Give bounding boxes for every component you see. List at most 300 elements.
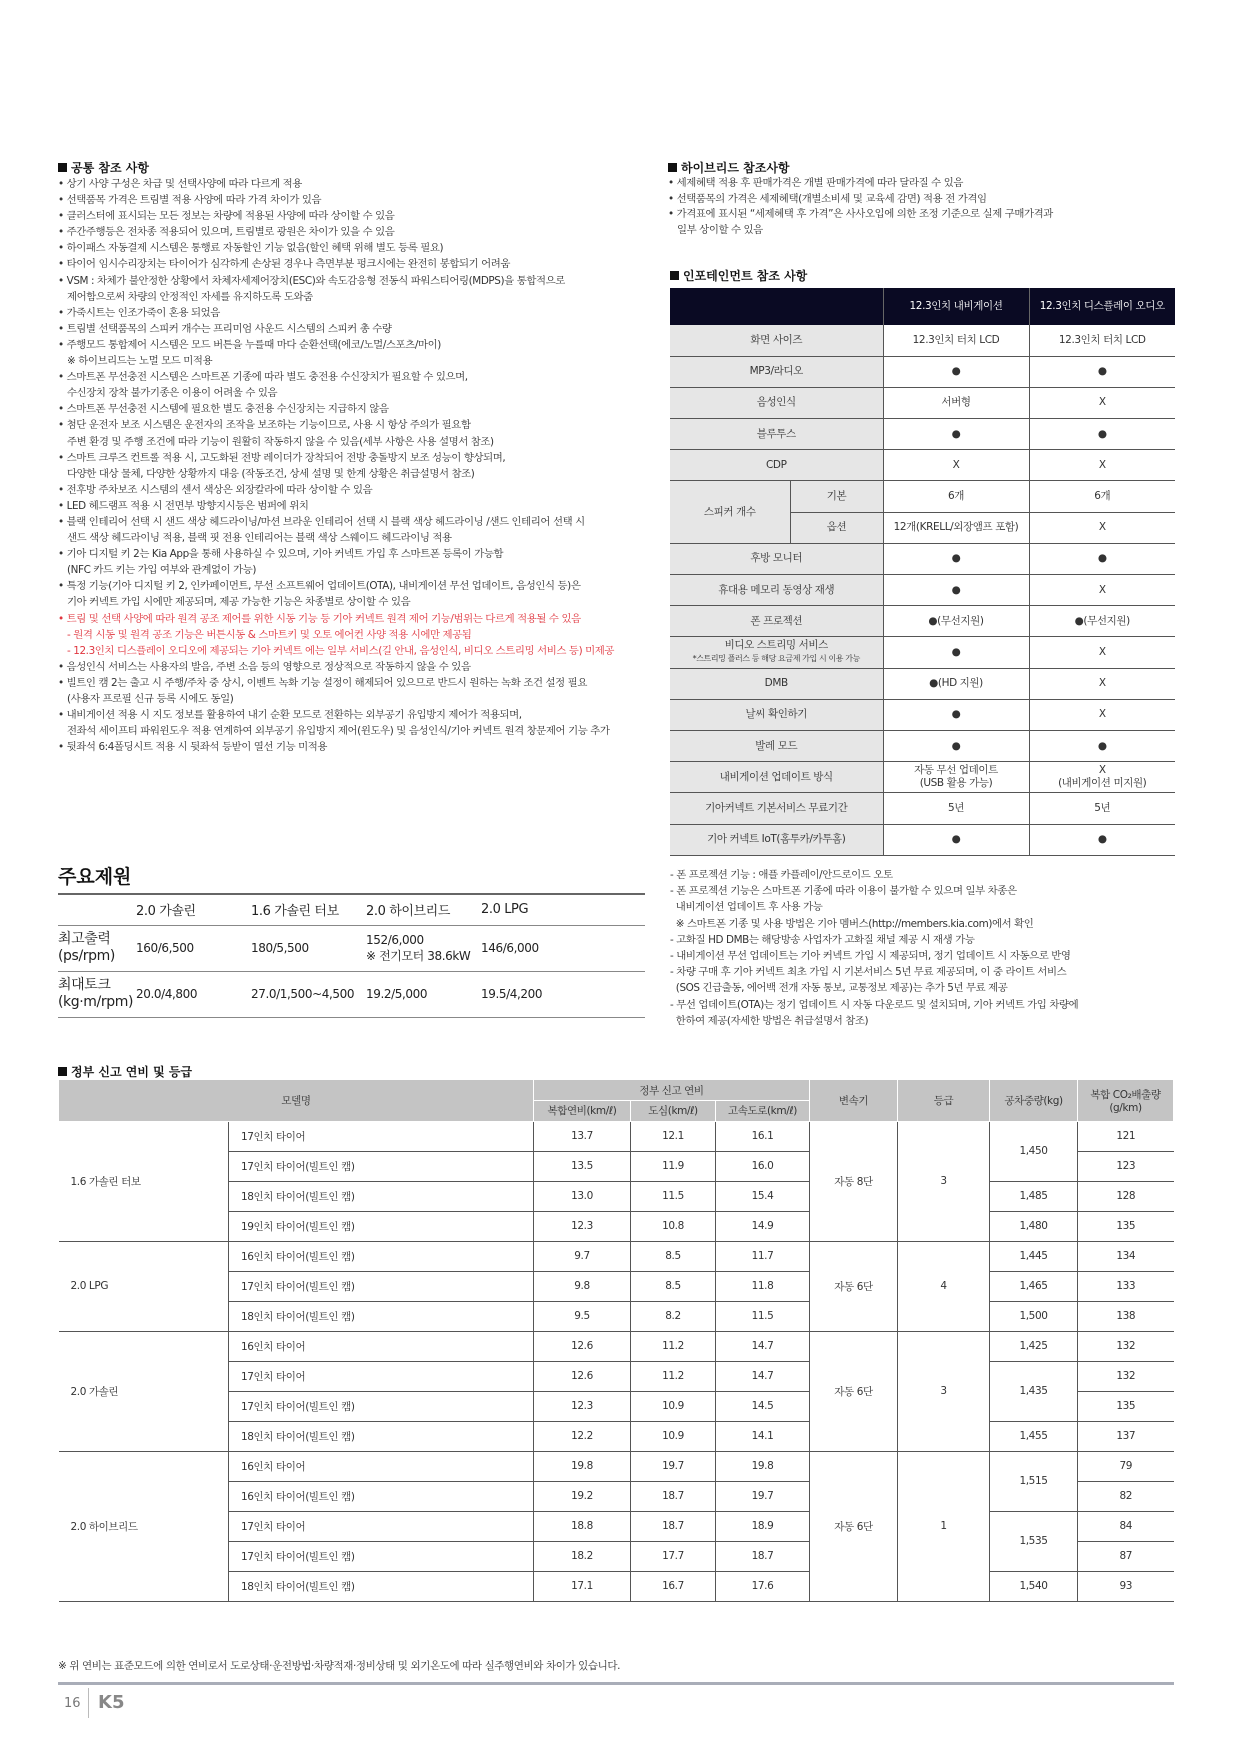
note-item — [58, 546, 614, 578]
note-line: 일부 상이할 수 있음 — [677, 223, 763, 236]
value-combined: 19.2 — [534, 1481, 631, 1511]
tire-option: 18인치 타이어(빌트인 캠) — [229, 1421, 534, 1451]
value-combined: 12.6 — [534, 1361, 631, 1391]
value-city: 10.8 — [631, 1211, 716, 1241]
value-grade: 3 — [898, 1331, 990, 1451]
value-combined: 13.0 — [534, 1181, 631, 1211]
cell-value: ●(무선지원) — [1029, 606, 1175, 637]
note-line: - 무선 업데이트(OTA)는 정기 업데이트 시 자동 다운로드 및 설치되며, 기아 커넥트 가입 차량에 — [670, 998, 1079, 1011]
row-label — [670, 668, 883, 699]
specs-table — [58, 893, 645, 1018]
cell-value: 19.2/5,000 — [366, 971, 481, 1017]
tire-option: 17인치 타이어 — [229, 1511, 534, 1541]
value-highway: 14.5 — [716, 1391, 810, 1421]
note-line: • 스마트폰 무선충전 시스템은 스마트폰 기종에 따라 별도 충전용 수신장치가 필요할 수 있으며, — [58, 371, 468, 384]
tire-option: 16인치 타이어(빌트인 캠) — [229, 1481, 534, 1511]
cell-value: ● — [883, 637, 1029, 668]
row-label-text: 후방 모니터 — [750, 552, 803, 565]
hybrid-notes-heading: 하이브리드 참조사항 — [668, 159, 790, 176]
cell-value: 12.3인치 터치 LCD — [883, 325, 1029, 356]
value-transmission: 자동 6단 — [810, 1331, 898, 1451]
value-highway: 18.7 — [716, 1541, 810, 1571]
value-co2: 135 — [1078, 1211, 1174, 1241]
note-line: • 트림별 선택품목의 스피커 개수는 프리미엄 사운드 시스템의 스피커 총 수량 — [58, 322, 392, 335]
note-item — [58, 417, 614, 449]
table-row — [59, 1121, 1174, 1151]
note-item — [58, 337, 614, 369]
value-combined: 19.8 — [534, 1451, 631, 1481]
row-label — [670, 793, 883, 824]
row-label-text: DMB — [764, 677, 788, 690]
model-group: 1.6 가솔린 터보 — [59, 1121, 229, 1241]
cell-value: 19.5/4,200 — [481, 971, 645, 1017]
note-line: • 상기 사양 구성은 차급 및 선택사양에 따라 다르게 적용 — [58, 178, 302, 190]
value-co2: 123 — [1078, 1151, 1174, 1181]
note-line: • 클러스터에 표시되는 모든 정보는 차량에 적용된 사양에 따라 상이할 수 있음 — [58, 210, 395, 223]
row-label — [670, 575, 883, 606]
tire-option: 17인치 타이어(빌트인 캠) — [229, 1541, 534, 1571]
tire-option: 19인치 타이어(빌트인 캠) — [229, 1211, 534, 1241]
note-line: • 하이패스 자동결제 시스템은 통행료 자동할인 기능 없음(할인 혜택 위해 별도 등록 필요) — [58, 242, 444, 255]
note-line: • 첨단 운전자 보조 시스템은 운전자의 조작을 보조하는 기능이므로, 사용 시 항상 주의가 필요함 — [58, 419, 471, 432]
cell-value: 6개 — [883, 481, 1029, 512]
table-row — [670, 606, 1175, 637]
table-row — [670, 419, 1175, 450]
table-row — [670, 699, 1175, 730]
header-empty — [58, 894, 136, 925]
note-line: ※ 스마트폰 기종 및 사용 방법은 기아 멤버스(http://members.kia.com)에서 확인 — [670, 917, 1034, 930]
note-item — [58, 482, 614, 498]
model-group: 2.0 LPG — [59, 1241, 229, 1331]
cell-value: ● — [883, 356, 1029, 387]
value-combined: 18.8 — [534, 1511, 631, 1541]
infotainment-heading: 인포테인먼트 참조 사항 — [670, 267, 807, 284]
cell-value: ● — [1029, 824, 1175, 855]
note-line: ※ 하이브리드는 노멀 모드 미적용 — [67, 355, 213, 368]
model-group: 2.0 가솔린 — [59, 1331, 229, 1451]
value-transmission: 자동 6단 — [810, 1241, 898, 1331]
value-city: 10.9 — [631, 1391, 716, 1421]
tire-option: 16인치 타이어 — [229, 1331, 534, 1361]
value-weight: 1,500 — [990, 1301, 1078, 1331]
note-item — [58, 659, 614, 675]
value-weight: 1,480 — [990, 1211, 1078, 1241]
square-bullet-icon — [58, 1067, 67, 1076]
value-city: 17.7 — [631, 1541, 716, 1571]
infotainment-notes — [670, 867, 1078, 1029]
cell-value: ● — [883, 419, 1029, 450]
note-item — [58, 176, 614, 192]
value-weight: 1,435 — [990, 1361, 1078, 1421]
row-label — [670, 824, 883, 855]
table-row — [59, 1241, 1174, 1271]
value-co2: 133 — [1078, 1271, 1174, 1301]
tire-option: 16인치 타이어 — [229, 1451, 534, 1481]
row-label-text: 음성인식 — [756, 396, 796, 409]
row-sublabel: 옵션 — [790, 512, 883, 543]
note-item — [58, 450, 614, 482]
column-header: 2.0 하이브리드 — [366, 894, 481, 925]
value-city: 18.7 — [631, 1481, 716, 1511]
value-highway: 19.8 — [716, 1451, 810, 1481]
value-weight: 1,425 — [990, 1331, 1078, 1361]
note-item — [58, 707, 614, 739]
table-row — [670, 762, 1175, 793]
value-highway: 14.7 — [716, 1331, 810, 1361]
value-city: 8.5 — [631, 1241, 716, 1271]
column-header: 1.6 가솔린 터보 — [251, 894, 366, 925]
cell-value: 6개 — [1029, 481, 1175, 512]
value-city: 11.5 — [631, 1181, 716, 1211]
table-row — [670, 575, 1175, 606]
fuel-footnote: ※ 위 연비는 표준모드에 의한 연비로서 도로상태·운전방법·차량적재·정비상태 및 외기온도에 따라 실주행연비와 차이가 있습니다. — [58, 1660, 621, 1672]
note-line: • 주간주행등은 전차종 적용되어 있으며, 트림별로 광원은 차이가 있을 수 있음 — [58, 226, 395, 239]
note-item — [58, 240, 614, 256]
note-item — [58, 675, 614, 707]
value-city: 8.5 — [631, 1271, 716, 1301]
table-row — [59, 1451, 1174, 1481]
value-co2: 79 — [1078, 1451, 1174, 1481]
note-item — [58, 321, 614, 337]
value-weight: 1,535 — [990, 1511, 1078, 1571]
row-sublabel: 기본 — [790, 481, 883, 512]
note-line: • 빌트인 캠 2는 출고 시 주행/주차 중 상시, 이벤트 녹화 기능 설정이 해제되어 있으므로 반드시 원하는 녹화 조건 설정 필요 — [58, 676, 587, 689]
cell-value: ● — [883, 824, 1029, 855]
cell-value: 자동 무선 업데이트 (USB 활용 가능) — [883, 762, 1029, 793]
row-label — [670, 325, 883, 356]
tire-option: 18인치 타이어(빌트인 캠) — [229, 1571, 534, 1601]
note-line: 샌드 색상 헤드라이닝 적용, 블랙 핏 전용 인테리어는 블랙 색상 스웨이드 헤드라이닝 적용 — [67, 532, 452, 545]
cell-value: X — [883, 450, 1029, 481]
cell-value: ●(무선지원) — [883, 606, 1029, 637]
value-city: 11.2 — [631, 1361, 716, 1391]
row-label-text: CDP — [765, 458, 787, 471]
note-item — [58, 369, 614, 401]
note-line: • 스마트폰 무선충전 시스템에 필요한 별도 충전용 수신장치는 지급하지 않음 — [58, 403, 389, 416]
cell-value: ● — [883, 699, 1029, 730]
cell-value: X — [1029, 450, 1175, 481]
table-row — [58, 925, 645, 971]
value-combined: 12.3 — [534, 1211, 631, 1241]
note-line: (SOS 긴급출동, 에어백 전개 자동 통보, 교통정보 제공)는 추가 5년 무료 제공 — [670, 982, 1008, 995]
note-item — [58, 224, 614, 240]
cell-value: ● — [883, 543, 1029, 574]
row-label-text: MP3/라디오 — [749, 365, 803, 378]
value-highway: 11.8 — [716, 1271, 810, 1301]
column-header: 12.3인치 내비게이션 — [883, 288, 1029, 325]
note-line: - 내비게이션 무선 업데이트는 기아 커넥트 가입 시 제공되며, 정기 업데이트 시 자동으로 반영 — [670, 950, 1071, 963]
value-city: 18.7 — [631, 1511, 716, 1541]
row-label-text: 화면 사이즈 — [750, 333, 803, 346]
row-label-note: *스트리밍 플러스 등 해당 요금제 가입 시 이용 가능 — [692, 654, 860, 664]
specs-title: 주요제원 — [58, 866, 132, 888]
row-label — [670, 450, 883, 481]
tire-option: 17인치 타이어 — [229, 1121, 534, 1151]
column-header: 2.0 가솔린 — [136, 894, 251, 925]
note-line: • 스마트 크루즈 컨트롤 적용 시, 고도화된 전방 레이더가 장착되어 전방 충돌방지 보조 성능이 향상되며, — [58, 451, 506, 464]
value-highway: 15.4 — [716, 1181, 810, 1211]
value-grade: 1 — [898, 1451, 990, 1601]
value-transmission: 자동 8단 — [810, 1121, 898, 1241]
row-label-text: 휴대용 메모리 동영상 재생 — [718, 583, 835, 596]
value-combined: 13.5 — [534, 1151, 631, 1181]
note-line: • 뒷좌석 6:4폴딩시트 적용 시 뒷좌석 등받이 열선 기능 미적용 — [58, 741, 328, 754]
note-item — [58, 611, 614, 659]
cell-value: X (내비게이션 미지원) — [1029, 762, 1175, 793]
cell-value: X — [1029, 512, 1175, 543]
note-item — [668, 207, 1053, 238]
row-label-text: 기아커넥트 기본서비스 무료기간 — [705, 801, 848, 814]
value-combined: 17.1 — [534, 1571, 631, 1601]
note-line: • 기아 디지털 키 2는 Kia App을 통해 사용하실 수 있으며, 기아 커넥트 가입 후 스마트폰 등록이 가능함 — [58, 548, 504, 561]
header-co2: 복합 CO₂배출량 (g/km) — [1078, 1080, 1174, 1121]
note-line: • 음성인식 서비스는 사용자의 발음, 주변 소음 등의 영향으로 정상적으로 작동하지 않을 수 있음 — [58, 660, 471, 673]
value-grade: 4 — [898, 1241, 990, 1331]
note-line: - 차량 구매 후 기아 커넥트 최초 가입 시 기본서비스 5년 무료 제공되며, 이 중 라이트 서비스 — [670, 966, 1067, 979]
value-co2: 134 — [1078, 1241, 1174, 1271]
value-combined: 9.7 — [534, 1241, 631, 1271]
row-label-text: 발레 모드 — [755, 739, 798, 752]
square-bullet-icon — [670, 271, 679, 280]
row-label — [670, 419, 883, 450]
value-city: 10.9 — [631, 1421, 716, 1451]
cell-value: ● — [1029, 730, 1175, 761]
value-city: 11.9 — [631, 1151, 716, 1181]
value-highway: 14.9 — [716, 1211, 810, 1241]
cell-value: 27.0/1,500~4,500 — [251, 971, 366, 1017]
table-header-row — [58, 894, 645, 925]
cell-value: 12.3인치 터치 LCD — [1029, 325, 1175, 356]
header-highway: 고속도로(km/ℓ) — [716, 1101, 810, 1122]
cell-value: 서버형 — [883, 387, 1029, 418]
table-row — [58, 971, 645, 1017]
row-label-text: 내비게이션 업데이트 방식 — [719, 770, 833, 783]
cell-value: 12개(KRELL/외장앰프 포함) — [883, 512, 1029, 543]
value-city: 11.2 — [631, 1331, 716, 1361]
value-weight: 1,455 — [990, 1421, 1078, 1451]
table-row — [670, 356, 1175, 387]
row-label — [670, 699, 883, 730]
note-item — [58, 192, 614, 208]
note-line: • VSM : 차체가 불안정한 상황에서 차체자세제어장치(ESC)와 속도감응형 전동식 파워스티어링(MDPS)을 통합적으로 — [58, 274, 565, 287]
table-row — [670, 481, 1175, 512]
value-co2: 82 — [1078, 1481, 1174, 1511]
table-header-row — [670, 288, 1175, 325]
table-row — [670, 543, 1175, 574]
note-line: - 폰 프로젝션 기능은 스마트폰 기종에 따라 이용이 불가할 수 있으며 일부 차종은 — [670, 885, 1017, 898]
cell-value: ● — [1029, 419, 1175, 450]
value-weight: 1,450 — [990, 1121, 1078, 1181]
value-co2: 138 — [1078, 1301, 1174, 1331]
value-co2: 137 — [1078, 1421, 1174, 1451]
tire-option: 17인치 타이어(빌트인 캠) — [229, 1151, 534, 1181]
cell-value: X — [1029, 699, 1175, 730]
value-grade: 3 — [898, 1121, 990, 1241]
column-header: 2.0 LPG — [481, 894, 645, 925]
header-efficiency: 정부 신고 연비 — [534, 1080, 810, 1101]
footer-divider — [58, 1682, 1174, 1685]
note-line: • 세제혜택 적용 후 판매가격은 개별 판매가격에 따라 달라질 수 있음 — [668, 177, 963, 189]
note-line: 제어함으로써 차량의 안정적인 자세를 유지하도록 도와줌 — [67, 290, 313, 303]
note-line: 한하여 제공(자세한 방법은 취급설명서 참조) — [670, 1014, 869, 1027]
header-city: 도심(km/ℓ) — [631, 1101, 716, 1122]
value-city: 12.1 — [631, 1121, 716, 1151]
note-line: • 선택품목 가격은 트림별 적용 사양에 따라 가격 차이가 있음 — [58, 194, 322, 207]
row-label — [670, 387, 883, 418]
tire-option: 18인치 타이어(빌트인 캠) — [229, 1181, 534, 1211]
row-label — [670, 543, 883, 574]
value-city: 19.7 — [631, 1451, 716, 1481]
note-line: - 고화질 HD DMB는 해당방송 사업자가 고화질 채널 제공 시 재생 가능 — [670, 933, 975, 946]
header-model: 모델명 — [59, 1080, 534, 1121]
value-co2: 93 — [1078, 1571, 1174, 1601]
row-label: 최대토크 (kg·m/rpm) — [58, 971, 136, 1017]
cell-value: ● — [883, 575, 1029, 606]
row-label-text: 날씨 확인하기 — [745, 708, 807, 721]
note-line: 전좌석 세이프티 파워윈도우 적용 연계하여 외부공기 유입방지 제어(윈도우) 및 음성인식/기아 커넥트 원격 창문제어 기능 추가 — [67, 725, 610, 738]
table-row — [670, 730, 1175, 761]
value-co2: 135 — [1078, 1391, 1174, 1421]
cell-value: 180/5,500 — [251, 925, 366, 971]
note-item — [58, 208, 614, 224]
cell-value: ● — [883, 730, 1029, 761]
note-item — [58, 514, 614, 546]
table-row — [670, 824, 1175, 855]
row-label — [670, 356, 883, 387]
note-item — [58, 256, 614, 272]
value-weight: 1,445 — [990, 1241, 1078, 1271]
row-label: 스피커 개수 — [670, 481, 790, 543]
cell-value: 146/6,000 — [481, 925, 645, 971]
note-line: • 주행모드 통합제어 시스템은 모드 버튼을 누를때 마다 순환선택(에코/노멀/스포츠/마이) — [58, 338, 441, 351]
cell-value: ●(HD 지원) — [883, 668, 1029, 699]
cell-value: 5년 — [883, 793, 1029, 824]
note-line: • 가격표에 표시된 “세제혜택 후 가격”은 사사오입에 의한 조정 기준으로 실제 구매가격과 — [668, 208, 1053, 220]
value-combined: 12.2 — [534, 1421, 631, 1451]
row-label-text: 폰 프로젝션 — [750, 614, 803, 627]
tire-option: 16인치 타이어(빌트인 캠) — [229, 1241, 534, 1271]
value-highway: 11.7 — [716, 1241, 810, 1271]
table-row — [670, 387, 1175, 418]
row-label — [670, 762, 883, 793]
note-line: 주변 환경 및 주행 조건에 따라 기능이 원활히 작동하지 않을 수 있음(세부 사항은 사용 설명서 참조) — [67, 435, 494, 448]
value-combined: 13.7 — [534, 1121, 631, 1151]
note-line: • 특정 기능(기아 디지털 키 2, 인카페이먼트, 무선 소프트웨어 업데이트(OTA), 내비게이션 무선 업데이트, 음성인식 등)은 — [58, 580, 581, 593]
note-item — [668, 176, 1053, 192]
hybrid-notes-list — [668, 176, 1053, 238]
square-bullet-icon — [668, 163, 677, 172]
cell-value: X — [1029, 668, 1175, 699]
note-line: (사용자 프로필 신규 등록 시에도 동일) — [67, 693, 234, 705]
column-header: 12.3인치 디스플레이 오디오 — [1029, 288, 1175, 325]
note-line: - 12.3인치 디스플레이 오디오에 제공되는 기아 커넥트 에는 일부 서비스(길 안내, 음성인식, 비디오 스트리밍 서비스 등) 미제공 — [67, 644, 615, 657]
cell-value: X — [1029, 637, 1175, 668]
value-highway: 17.6 — [716, 1571, 810, 1601]
fuel-efficiency-table — [58, 1080, 1174, 1602]
value-highway: 16.1 — [716, 1121, 810, 1151]
note-line: - 원격 시동 및 원격 공조 기능은 버튼시동 & 스마트키 및 오토 에어컨 사양 적용 시에만 제공됨 — [67, 628, 472, 641]
table-row — [59, 1331, 1174, 1361]
value-highway: 14.1 — [716, 1421, 810, 1451]
value-city: 8.2 — [631, 1301, 716, 1331]
value-highway: 18.9 — [716, 1511, 810, 1541]
value-transmission: 자동 6단 — [810, 1451, 898, 1601]
value-co2: 121 — [1078, 1121, 1174, 1151]
fuel-heading: 정부 신고 연비 및 등급 — [58, 1063, 192, 1080]
table-row — [670, 793, 1175, 824]
row-label: 최고출력 (ps/rpm) — [58, 925, 136, 971]
note-line: • 트림 및 선택 사양에 따라 원격 공조 제어를 위한 시동 기능 등 기아 커넥트 원격 제어 기능/범위는 다르게 적용될 수 있음 — [58, 612, 581, 625]
note-item — [668, 192, 1053, 208]
note-item — [58, 578, 614, 610]
page-number: 16 — [64, 1696, 81, 1711]
header-transmission: 변속기 — [810, 1080, 898, 1121]
value-combined: 12.6 — [534, 1331, 631, 1361]
note-line: • 전후방 주차보조 시스템의 센서 색상은 외장칼라에 따라 상이할 수 있음 — [58, 483, 373, 496]
table-header-row — [59, 1080, 1174, 1101]
tire-option: 17인치 타이어(빌트인 캠) — [229, 1391, 534, 1421]
cell-value: ● — [1029, 356, 1175, 387]
footer-separator — [88, 1688, 89, 1718]
tire-option: 18인치 타이어(빌트인 캠) — [229, 1301, 534, 1331]
value-combined: 12.3 — [534, 1391, 631, 1421]
value-highway: 11.5 — [716, 1301, 810, 1331]
table-row — [670, 668, 1175, 699]
row-label-text: 기아 커넥트 IoT(홈투카/카투홈) — [707, 833, 846, 846]
table-row — [670, 637, 1175, 668]
tire-option: 17인치 타이어(빌트인 캠) — [229, 1271, 534, 1301]
table-row — [670, 325, 1175, 356]
note-line: • 가죽시트는 인조가죽이 혼용 되었음 — [58, 306, 220, 319]
value-weight: 1,465 — [990, 1271, 1078, 1301]
value-co2: 84 — [1078, 1511, 1174, 1541]
value-co2: 132 — [1078, 1361, 1174, 1391]
value-weight: 1,485 — [990, 1181, 1078, 1211]
model-group: 2.0 하이브리드 — [59, 1451, 229, 1601]
value-combined: 9.8 — [534, 1271, 631, 1301]
note-line: • 타이어 임시수리장치는 타이어가 심각하게 손상된 경우나 측면부분 펑크시에는 완전히 봉합되기 어려움 — [58, 258, 511, 271]
note-line: • 블랙 인테리어 선택 시 샌드 색상 헤드라이닝/마션 브라운 인테리어 선택 시 블랙 색상 헤드라이닝 /샌드 인테리어 선택 시 — [58, 515, 585, 528]
value-highway: 16.0 — [716, 1151, 810, 1181]
infotainment-table — [670, 288, 1175, 856]
row-label — [670, 637, 883, 668]
note-line: • 내비게이션 적용 시 지도 정보를 활용하여 내기 순환 모드로 전환하는 외부공기 유입방지 제어가 적용되며, — [58, 709, 522, 722]
table-row — [670, 450, 1175, 481]
header-weight: 공차중량(kg) — [990, 1080, 1078, 1121]
note-item — [58, 401, 614, 417]
note-line: • 선택품목의 가격은 세제혜택(개별소비세 및 교육세 감면) 적용 전 가격임 — [668, 192, 987, 205]
note-item — [58, 273, 614, 305]
value-combined: 9.5 — [534, 1301, 631, 1331]
note-line: • LED 헤드램프 적용 시 전면부 방향지시등은 범퍼에 위치 — [58, 499, 309, 512]
value-city: 16.7 — [631, 1571, 716, 1601]
cell-value: 20.0/4,800 — [136, 971, 251, 1017]
value-weight: 1,540 — [990, 1571, 1078, 1601]
cell-value: X — [1029, 387, 1175, 418]
model-name: K5 — [98, 1692, 125, 1713]
note-line: 수신장치 장착 불가기종은 이용이 어려울 수 있음 — [67, 387, 278, 400]
common-notes-list — [58, 176, 614, 755]
note-item — [58, 739, 614, 755]
row-label — [670, 606, 883, 637]
value-highway: 19.7 — [716, 1481, 810, 1511]
note-line: 내비게이션 업데이트 후 사용 가능 — [670, 901, 823, 914]
header-combined: 복합연비(km/ℓ) — [534, 1101, 631, 1122]
tire-option: 17인치 타이어 — [229, 1361, 534, 1391]
note-item — [58, 498, 614, 514]
header-empty — [670, 288, 883, 325]
common-notes-heading: 공통 참조 사항 — [58, 159, 149, 176]
